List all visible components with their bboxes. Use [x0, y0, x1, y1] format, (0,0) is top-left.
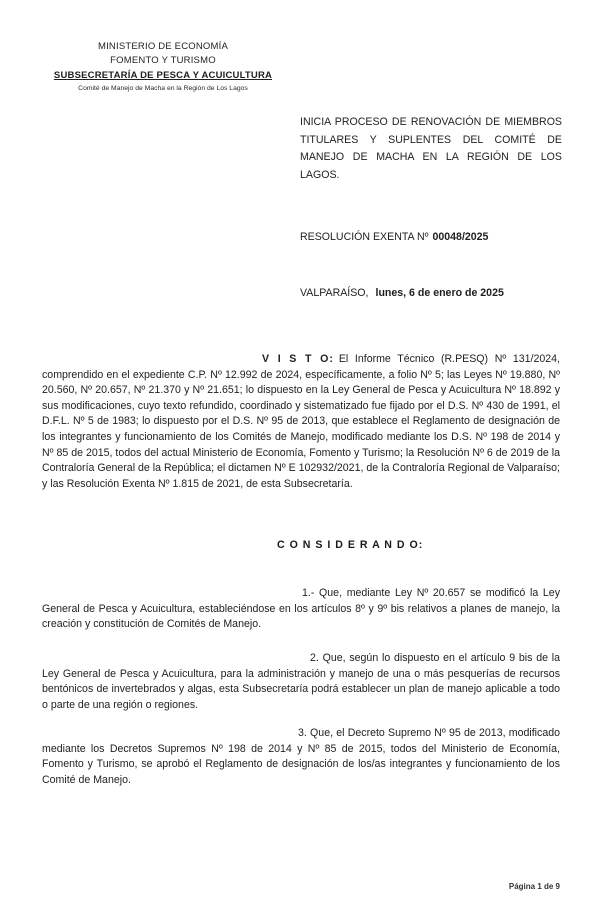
visto-body: El Informe Técnico (R.PESQ) Nº 131/2024, comprendido en el expediente C.P. Nº 12.992 de 2024, específicamente, a folio Nº 5; las Leyes Nº 19.880, Nº 20.560, Nº 20.657, Nº 21.370 y Nº 21.651; lo dispuesto en la Ley General de Pesca y Acuicultura Nº 18.892 y sus modificaciones, cuyo texto refundido, coordinado y sistematizado fue fijado por el D.S. Nº 430 de 1991, el D.F.L. Nº 5 de 1983; lo dispuesto por el D.S. Nº 95 de 2013, que establece el Reglamento de designación de los integrantes y funcionamiento de los Comités de Manejo, modificado mediante los D.S. Nº 198 de 2014 y Nº 85 de 2015, todos del actual Ministerio de Economía, Fomento y Turismo; la Resolución Nº 6 de 2019 de la Contraloría General de la República; el dictamen Nº E 102932/2021, de la Contraloría Regional de Valparaíso; y las Resolución Exenta Nº 1.815 de 2021, de esta Subsecretaría. — [42, 353, 560, 490]
subsecretaria-heading: SUBSECRETARÍA DE PESCA Y ACUICULTURA — [53, 70, 273, 81]
visto-paragraph — [42, 352, 560, 492]
dateline — [300, 287, 504, 299]
resolution-number: 00048/2025 — [432, 231, 489, 243]
dateline-place: VALPARAÍSO, — [300, 287, 369, 299]
document-title: INICIA PROCESO DE RENOVACIÓN DE MIEMBROS TITULARES Y SUPLENTES DEL COMITÉ DE MANEJO DE MACHA EN LA REGIÓN DE LOS LAGOS. — [300, 116, 562, 181]
considerando-paragraph-1: 1.- Que, mediante Ley Nº 20.657 se modificó la Ley General de Pesca y Acuicultura, estableciéndose en los artículos 8º y 9º bis relativos a planes de manejo, la creación y constitución de Comités de Manejo. — [42, 587, 560, 631]
letterhead — [42, 40, 284, 94]
ministry-line-1: MINISTERIO DE ECONOMÍA — [97, 41, 229, 52]
resolution-label: RESOLUCIÓN EXENTA Nº — [300, 231, 429, 243]
considerando-paragraph-2: 2. Que, según lo dispuesto en el artículo 9 bis de la Ley General de Pesca y Acuicultura, para la administración y manejo de una o más pesquerías de recursos bentónicos de invertebrados y algas, esta Subsecretaría podrá establecer un plan de manejo aplicable a todo o parte de una región o regiones. — [42, 652, 560, 711]
considerando-heading: C O N S I D E R A N D O: — [277, 539, 424, 551]
ministry-line-2: FOMENTO Y TURISMO — [110, 55, 216, 66]
visto-label: V I S T O: — [262, 353, 334, 365]
dateline-date: lunes, 6 de enero de 2025 — [375, 287, 504, 299]
considerando-paragraph-3: 3. Que, el Decreto Supremo Nº 95 de 2013, modificado mediante los Decretos Supremos Nº 198 de 2014 y Nº 85 de 2015, todos del Ministerio de Economía, Fomento y Turismo, se aprobó el Reglamento de designación de los/as integrantes y funcionamiento de los Comité de Manejo. — [42, 727, 560, 786]
comite-subheading: Comité de Manejo de Macha en la Región de Los Lagos — [78, 85, 248, 92]
resolution-number-line — [300, 231, 488, 243]
page-indicator: Página 1 de 9 — [508, 882, 560, 891]
